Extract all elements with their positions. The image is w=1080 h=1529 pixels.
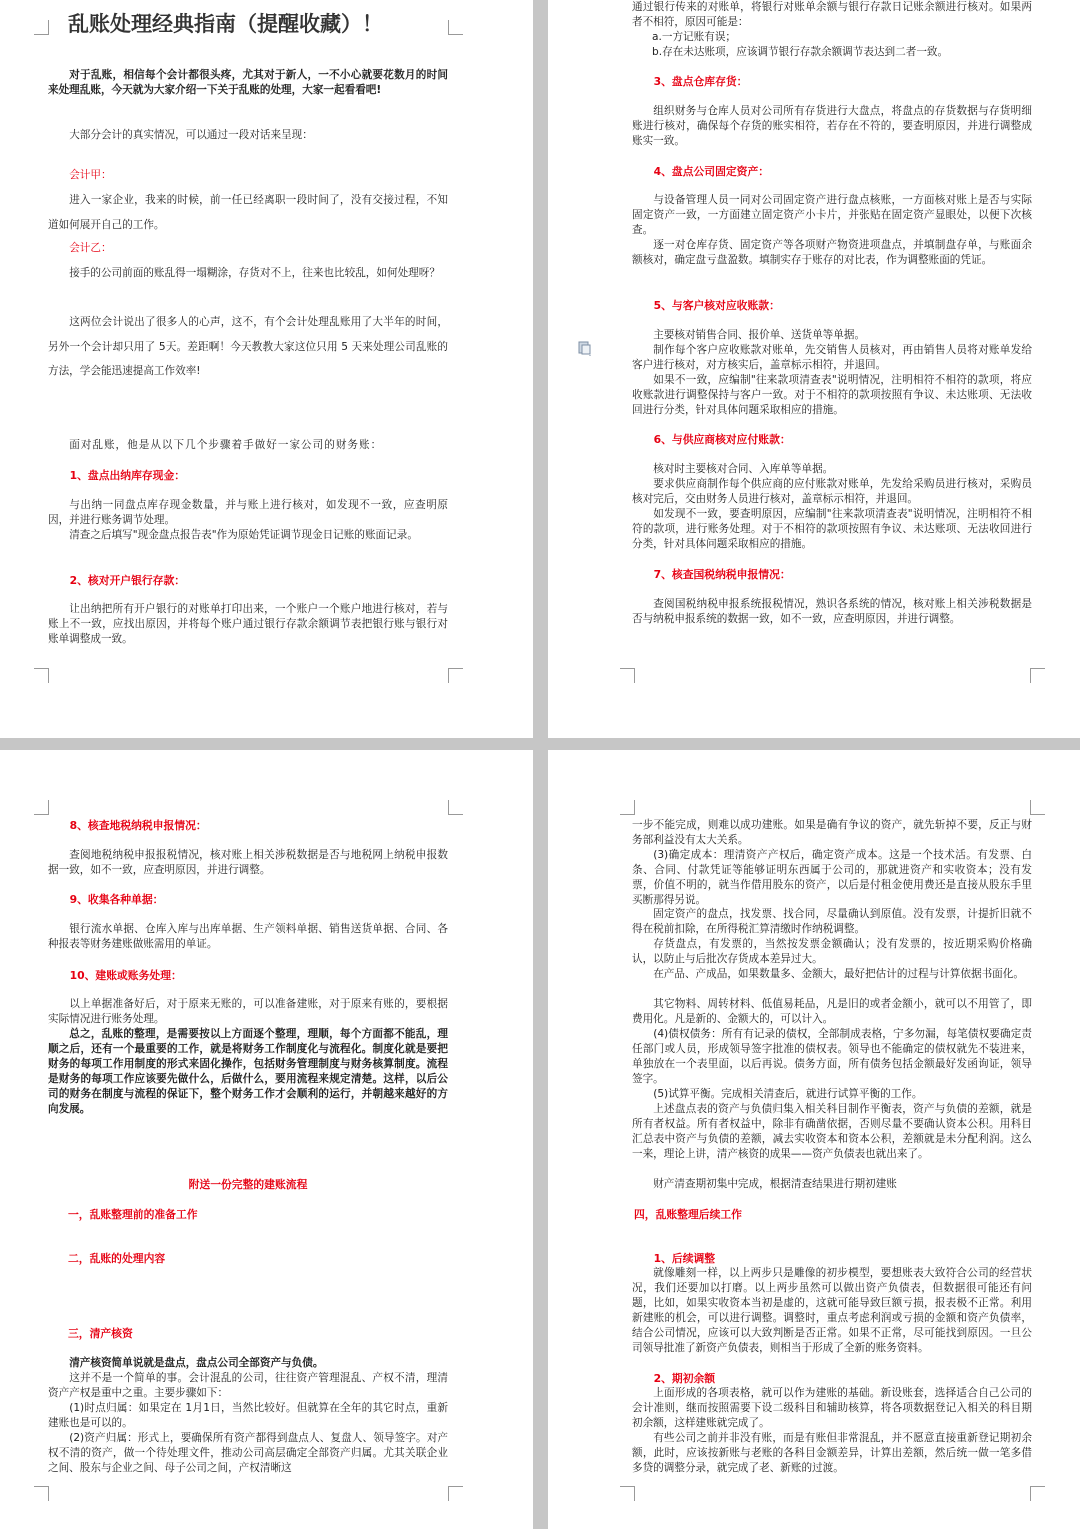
step-6-text-c: 如发现不一致，要查明原因，应编制"往来款项清查表"说明情况，注明相符不相符的款项，进行账务处理。对于不相符的款项按照有争议、未达账项、无法收回进行分类，针对具体问题采取相应的措施。 bbox=[632, 508, 1032, 550]
page-1 bbox=[0, 0, 533, 738]
speaker-b-label: 会计乙： bbox=[69, 242, 112, 254]
heading-step-1: 1、盘点出纳库存现金： bbox=[69, 469, 186, 482]
section-3-lead: 清产核资简单说就是盘点，盘点公司全部资产与负债。 bbox=[69, 1357, 324, 1369]
heading-step-5: 5、与客户核对应收账款： bbox=[653, 299, 780, 312]
appendix-title: 附送一份完整的建账流程 bbox=[188, 1178, 308, 1191]
step-7-text: 查阅国税纳税申报系统报税情况，熟识各系统的情况，核对账上相关涉税数据是否与纳税申报系统的数据一致，如不一致，应查明原因，并进行调整。 bbox=[632, 598, 1032, 625]
followup-text-3: 有些公司之前并非没有账，而是有账但非常混乱，并不愿意直接重新登记期初余额，此时，应该按新账与老账的各科目金额差异，计算出差额，然后统一做一笔多借多贷的调整分录，就完成了老、新账的过渡。 bbox=[632, 1432, 1032, 1474]
followup-heading-2: 2、期初余额 bbox=[653, 1372, 716, 1385]
page-3 bbox=[0, 750, 533, 1529]
bank-reconcile-cont: 通过银行传来的对账单，将银行对账单余额与银行存款日记账余额进行核对。如果两者不相符，原因可能是： bbox=[632, 1, 1032, 28]
heading-step-3: 3、盘点仓库存货： bbox=[653, 75, 748, 88]
followup-text-1: 就像雕刻一样，以上两步只是雕像的初步模型，要想账表大致符合公司的经营状况，我们还要加以打磨。以上两步虽然可以做出资产负债表，但数据很可能还有问题，比如，如果实收资本当初是虚的，这就可能导致巨额亏损，报表极不正常。利用新建账的机会，可以进行调整。调整时，重点考虑利润或亏损的金额和资产负债率，结合公司情况，应该可以大致判断是否正常。如果不正常，尽可能找到原因。一旦公司领导批准了新资产负债表，则相当于形成了全新的账务资料。 bbox=[632, 1267, 1032, 1354]
section-3-text-a: 这并不是一个简单的事。会计混乱的公司，往往资产管理混乱、产权不清，理清资产产权是重中之重。主要步骤如下： bbox=[48, 1372, 448, 1399]
speaker-a-text: 进入一家企业，我来的时候，前一任已经离职一段时间了，没有交接过程，不知道如何展开自己的工作。 bbox=[48, 194, 448, 231]
page-4 bbox=[548, 750, 1080, 1529]
page-2 bbox=[548, 0, 1080, 738]
dialog-intro: 大部分会计的真实情况，可以通过一段对话来呈现： bbox=[69, 129, 313, 141]
section-3-heading: 三，清产核资 bbox=[68, 1327, 133, 1340]
p4-text-d: 存货盘点，有发票的，当然按发票金额确认；没有发票的，按近期采购价格确认，以防止与后批次存货成本差异过大。 bbox=[632, 938, 1032, 965]
step-4-text-a: 与设备管理人员一同对公司固定资产进行盘点核账，一方面核对账上是否与实际固定资产一致，一方面建立固定资产小卡片，并张贴在固定资产显眼处，以便下次核查。 bbox=[632, 194, 1032, 236]
step-6-text-a: 核对时主要核对合同、入库单等单据。 bbox=[653, 463, 834, 475]
reason-item-b: b.存在未达账项，应该调节银行存款余额调节表达到二者一致。 bbox=[652, 46, 949, 58]
step-1-text-a: 与出纳一同盘点库存现金数量，并与账上进行核对，如发现不一致，应查明原因，并进行账务调节处理。 bbox=[48, 499, 448, 526]
step-8-text: 查阅地税纳税申报报税情况，核对账上相关涉税数据是否与地税网上纳税申报数据一致，如不一致，应查明原因，并进行调整。 bbox=[48, 849, 448, 876]
heading-step-9: 9、收集各种单据： bbox=[69, 893, 164, 906]
paste-options-icon[interactable] bbox=[578, 340, 592, 356]
section-3-text-b: (1)时点归属：如果定在 1月1日，当然比较好。但就算在全年的其它时点，重新建账也是可以的。 bbox=[48, 1402, 448, 1429]
step-4-text-b: 逐一对仓库存货、固定资产等各项财产物资进项盘点，并填制盘存单，与账面余额核对，确定盘亏盘盈数。填制实存于账存的对比表，作为调整账面的凭证。 bbox=[632, 239, 1032, 266]
step-5-text-b: 制作每个客户应收账款对账单，先交销售人员核对，再由销售人员将对账单发给客户进行核对，对方核实后，盖章标示相符，并退回。 bbox=[632, 344, 1032, 371]
p4-text-f: 其它物料、周转材料、低值易耗品，凡是旧的或者金额小，就可以不用管了，即费用化。凡是新的、金额大的，可以计入。 bbox=[632, 998, 1032, 1025]
section-3-text-c: (2)资产归属：形式上，要确保所有资产都得到盘点人、复盘人、领导签字。对产权不清的资产，做一个待处理文件，推动公司高层确定全部资产归属。尤其关联企业之间、股东与企业之间、母子公司之间，产权清晰这 bbox=[48, 1432, 448, 1474]
section-1-heading: 一，乱账整理前的准备工作 bbox=[68, 1208, 198, 1221]
conclusion-paragraph: 总之，乱账的整理，是需要按以上方面逐个整理，理顺，每个方面都不能乱，理顺之后，还有一个最重要的工作，就是将财务工作制度化与流程化。制度化就是要把财务的每项工作用制度的形式来固化操作，包括财务管理制度与财务核算制度。流程是财务的每项工作应该要先做什么，后做什么，要用流程来规定清楚。这样，以后公司的财务在制度与流程的保证下，整个财务工作才会顺利的运行，并朝越来越好的方向发展。 bbox=[48, 1028, 448, 1115]
heading-step-6: 6、与供应商核对应付账款： bbox=[653, 433, 791, 446]
step-10-text: 以上单据准备好后，对于原来无账的，可以准备建账，对于原来有账的，要根据实际情况进行账务处理。 bbox=[48, 998, 448, 1025]
section-4-heading: 四，乱账整理后续工作 bbox=[634, 1208, 742, 1221]
heading-step-7: 7、核查国税纳税申报情况： bbox=[653, 568, 791, 581]
step-1-text-b: 清查之后填写"现金盘点报告表"作为原始凭证调节现金日记账的账面记录。 bbox=[69, 529, 418, 541]
p4-text-g: (4)债权债务：所有有记录的债权，全部制成表格，宁多勿漏，每笔债权要确定责任部门或人员，形成领导签字批准的债权表。领导也不能确定的债权就先不装进来，单独放在一个表里面，以后再说。债务方面，所有债务包括金额最好发函询证，领导签字。 bbox=[632, 1028, 1032, 1085]
p4-text-e: 在产品、产成品，如果数量多、金额大，最好把估计的过程与计算依据书面化。 bbox=[653, 968, 1024, 980]
p4-text-i: 上述盘点表的资产与负债归集入相关科目制作平衡表，资产与负债的差额，就是所有者权益。所有者权益中，除非有确凿依据，否则尽量不要确认资本公积。用科目汇总表中资产与负债的差额，减去实收资本和资本公积，差额就是未分配利润。这么一来，理论上讲，清产核资的成果——资产负债表也就出来了。 bbox=[632, 1103, 1032, 1160]
followup-heading-1: 1、后续调整 bbox=[653, 1252, 716, 1265]
step-3-text: 组织财务与仓库人员对公司所有存货进行大盘点，将盘点的存货数据与存货明细账进行核对，确保每个存货的账实相符，若存在不符的，要查明原因，并进行调整成账实一致。 bbox=[632, 105, 1032, 147]
section-2-heading: 二，乱账的处理内容 bbox=[68, 1252, 166, 1265]
step-2-text: 让出纳把所有开户银行的对账单打印出来，一个账户一个账户地进行核对，若与账上不一致，应找出原因，并将每个账户通过银行存款余额调节表把银行账与银行对账单调整成一致。 bbox=[48, 603, 448, 645]
followup-text-2: 上面形成的各项表格，就可以作为建账的基础。新设账套，选择适合自己公司的会计准则，继而按照需要下设二级科目和辅助核算，将各项数据登记入相关的科目期初余额，这样建账就完成了。 bbox=[632, 1387, 1032, 1429]
heading-step-10: 10、建账或账务处理： bbox=[69, 969, 182, 982]
step-9-text: 银行流水单据、仓库入库与出库单据、生产领料单据、销售送货单据、合同、各种报表等财务建账做账需用的单证。 bbox=[48, 923, 448, 950]
intro-paragraph: 对于乱账，相信每个会计都很头疼，尤其对于新人，一不小心就要花数月的时间来处理乱账，今天就为大家介绍一下关于乱账的处理，大家一起看看吧! bbox=[48, 69, 448, 96]
steps-intro: 面对乱账，他是从以下几个步骤着手做好一家公司的财务账： bbox=[69, 439, 383, 451]
heading-step-4: 4、盘点公司固定资产： bbox=[653, 165, 770, 178]
speaker-b-text: 接手的公司前面的账乱得一塌糊涂，存货对不上，往来也比较乱，如何处理呀？ bbox=[69, 267, 440, 279]
p4-text-a: 一步不能完成，则难以成功建账。如果是确有争议的资产，就先斩掉不要，反正与财务部利益没有太大关系。 bbox=[632, 819, 1032, 846]
reason-item-a: a.一方记账有误； bbox=[652, 31, 737, 43]
speaker-a-label: 会计甲： bbox=[69, 169, 112, 181]
p4-text-h: (5)试算平衡。完成相关清查后，就进行试算平衡的工作。 bbox=[653, 1088, 923, 1100]
p4-text-c: 固定资产的盘点，找发票、找合同，尽量确认到原值。没有发票，计提折旧就不得在税前扣除，在所得税汇算清缴时作纳税调整。 bbox=[632, 908, 1032, 935]
summary-paragraph: 这两位会计说出了很多人的心声，这不，有个会计处理乱账用了大半年的时间，另外一个会计却只用了 5天。差距啊！今天教教大家这位只用 5 天来处理公司乱账的方法，学会能迅速提高工作效率! bbox=[48, 316, 448, 377]
step-5-text-c: 如果不一致，应编制"往来款项清查表"说明情况，注明相符不相符的款项，将应收账款进行调整保持与客户一致。对于不相符的款项按照有争议、未达账项、无法收回进行分类，针对具体问题采取相应的措施。 bbox=[632, 374, 1032, 416]
step-6-text-b: 要求供应商制作每个供应商的应付账款对账单，先发给采购员进行核对，采购员核对完后，交由财务人员进行核对，盖章标示相符，并退回。 bbox=[632, 478, 1032, 505]
p4-text-b: (3)确定成本：理清资产产权后，确定资产成本。这是一个技术活。有发票、白条、合同、付款凭证等能够证明东西属于公司的，那就进资产和实收资本；没有发票，价值不明的，就当作借用股东的资产，以后是付租金使用费还是直接从股东手里买断那得另说。 bbox=[632, 849, 1032, 906]
heading-step-2: 2、核对开户银行存款： bbox=[69, 574, 186, 587]
heading-step-8: 8、核查地税纳税申报情况： bbox=[69, 819, 207, 832]
step-5-text-a: 主要核对销售合同、报价单、送货单等单据。 bbox=[653, 329, 866, 341]
p4-text-j: 财产清查期初集中完成，根据清查结果进行期初建账 bbox=[653, 1178, 897, 1190]
page-title: 乱账处理经典指南（提醒收藏）！ bbox=[68, 12, 383, 36]
